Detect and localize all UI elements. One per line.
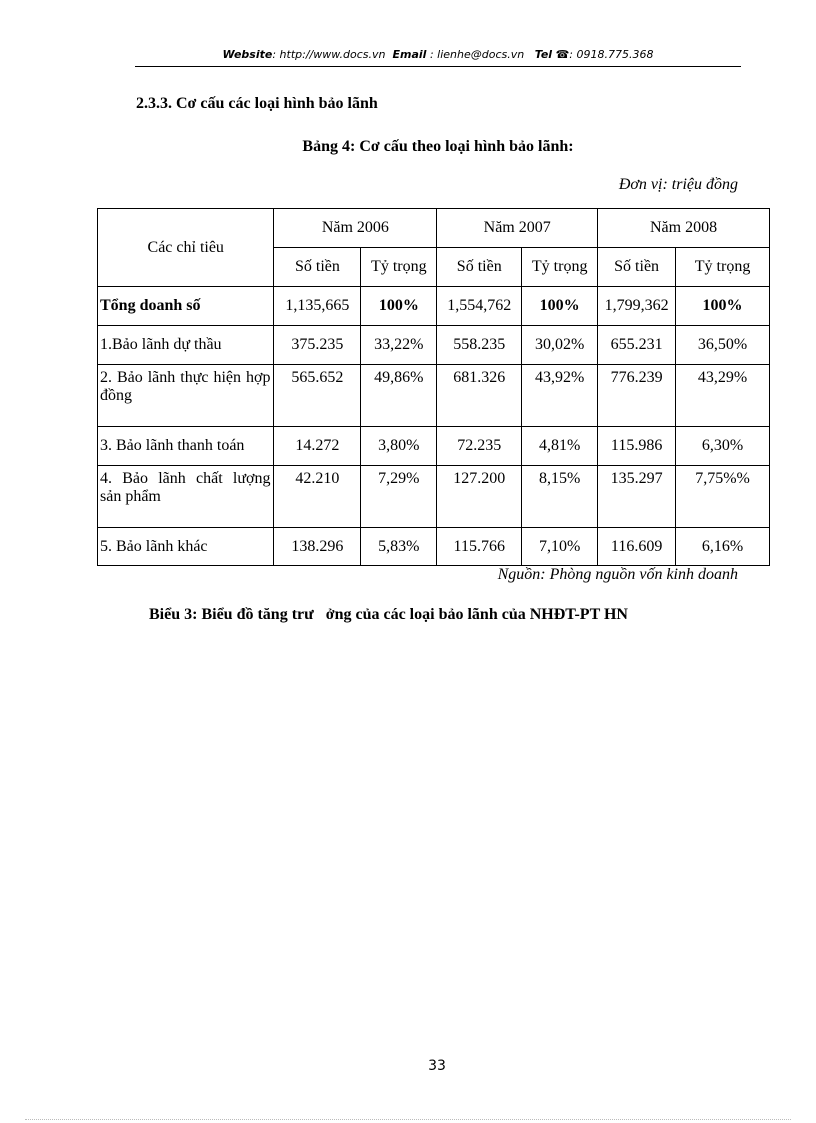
table-cell: 116.609 [598,528,676,566]
table-cell: 1,799,362 [598,287,676,326]
phone-icon: ☎ [555,48,570,61]
table-cell: 30,02% [522,326,598,365]
table-cell: 115.766 [437,528,522,566]
table-cell: 776.239 [598,365,676,427]
column-header-year: Năm 2007 [437,209,598,248]
table-row [98,466,770,528]
column-header-amount: Số tiền [274,248,361,287]
table-cell: 100% [522,287,598,326]
tel-label: Tel [534,48,553,61]
table-cell: 4,81% [522,427,598,466]
table-cell: 558.235 [437,326,522,365]
chart-title: Biểu 3: Biểu đồ tăng trư ởng của các loại bảo lãnh của NHĐT-PT HN [149,606,628,623]
column-header-year: Năm 2006 [274,209,437,248]
table-cell: 100% [361,287,437,326]
table-cell: 8,15% [522,466,598,528]
table-row [98,528,770,566]
table-row [98,287,770,326]
table-cell: 135.297 [598,466,676,528]
table-cell: 7,29% [361,466,437,528]
header-divider [135,66,741,67]
table-row [98,326,770,365]
table-cell: 6,16% [676,528,770,566]
table-cell: 681.326 [437,365,522,427]
table-cell: 1,554,762 [437,287,522,326]
table-cell: 655.231 [598,326,676,365]
table-cell: 42.210 [274,466,361,528]
table-cell: 100% [676,287,770,326]
row-label: 1.Bảo lãnh dự thầu [98,326,274,365]
table-cell: 115.986 [598,427,676,466]
row-label: 3. Bảo lãnh thanh toán [98,427,274,466]
table-row [98,365,770,427]
source-note: Nguồn: Phòng nguồn vốn kinh doanh [497,566,738,583]
column-header-year: Năm 2008 [598,209,770,248]
email-value: : lienhe@docs.vn [426,48,525,61]
column-header-amount: Số tiền [437,248,522,287]
table-title: Bảng 4: Cơ cấu theo loại hình bảo lãnh: [302,138,574,155]
table-cell: 1,135,665 [274,287,361,326]
table-cell: 5,83% [361,528,437,566]
page-header [135,48,741,61]
website-value: : http://www.docs.vn [272,48,386,61]
email-label: Email [392,48,427,61]
table-cell: 43,29% [676,365,770,427]
column-header-share: Tỷ trọng [361,248,437,287]
unit-note: Đơn vị: triệu đồng [618,176,738,193]
column-header-criteria: Các chỉ tiêu [98,209,274,287]
footer-divider [25,1119,791,1120]
table-cell: 375.235 [274,326,361,365]
table-cell: 72.235 [437,427,522,466]
guarantee-structure-table [97,208,770,566]
column-header-share: Tỷ trọng [676,248,770,287]
table-cell: 565.652 [274,365,361,427]
table-cell: 14.272 [274,427,361,466]
row-label: 4. Bảo lãnh chất lượng sản phẩm [98,466,274,528]
table-cell: 43,92% [522,365,598,427]
table-cell: 3,80% [361,427,437,466]
column-header-amount: Số tiền [598,248,676,287]
row-label: Tổng doanh số [98,287,274,326]
table-cell: 138.296 [274,528,361,566]
table-cell: 127.200 [437,466,522,528]
row-label: 5. Bảo lãnh khác [98,528,274,566]
table-row [98,427,770,466]
column-header-share: Tỷ trọng [522,248,598,287]
table-cell: 7,75%% [676,466,770,528]
table-cell: 7,10% [522,528,598,566]
table-cell: 36,50% [676,326,770,365]
website-label: Website [222,48,273,61]
section-heading: 2.3.3. Cơ cấu các loại hình bảo lãnh [136,95,378,112]
table-cell: 49,86% [361,365,437,427]
tel-value: : 0918.775.368 [569,48,654,61]
page-number: 33 [428,1058,446,1074]
table-cell: 6,30% [676,427,770,466]
row-label: 2. Bảo lãnh thực hiện hợp đồng [98,365,274,427]
table-cell: 33,22% [361,326,437,365]
